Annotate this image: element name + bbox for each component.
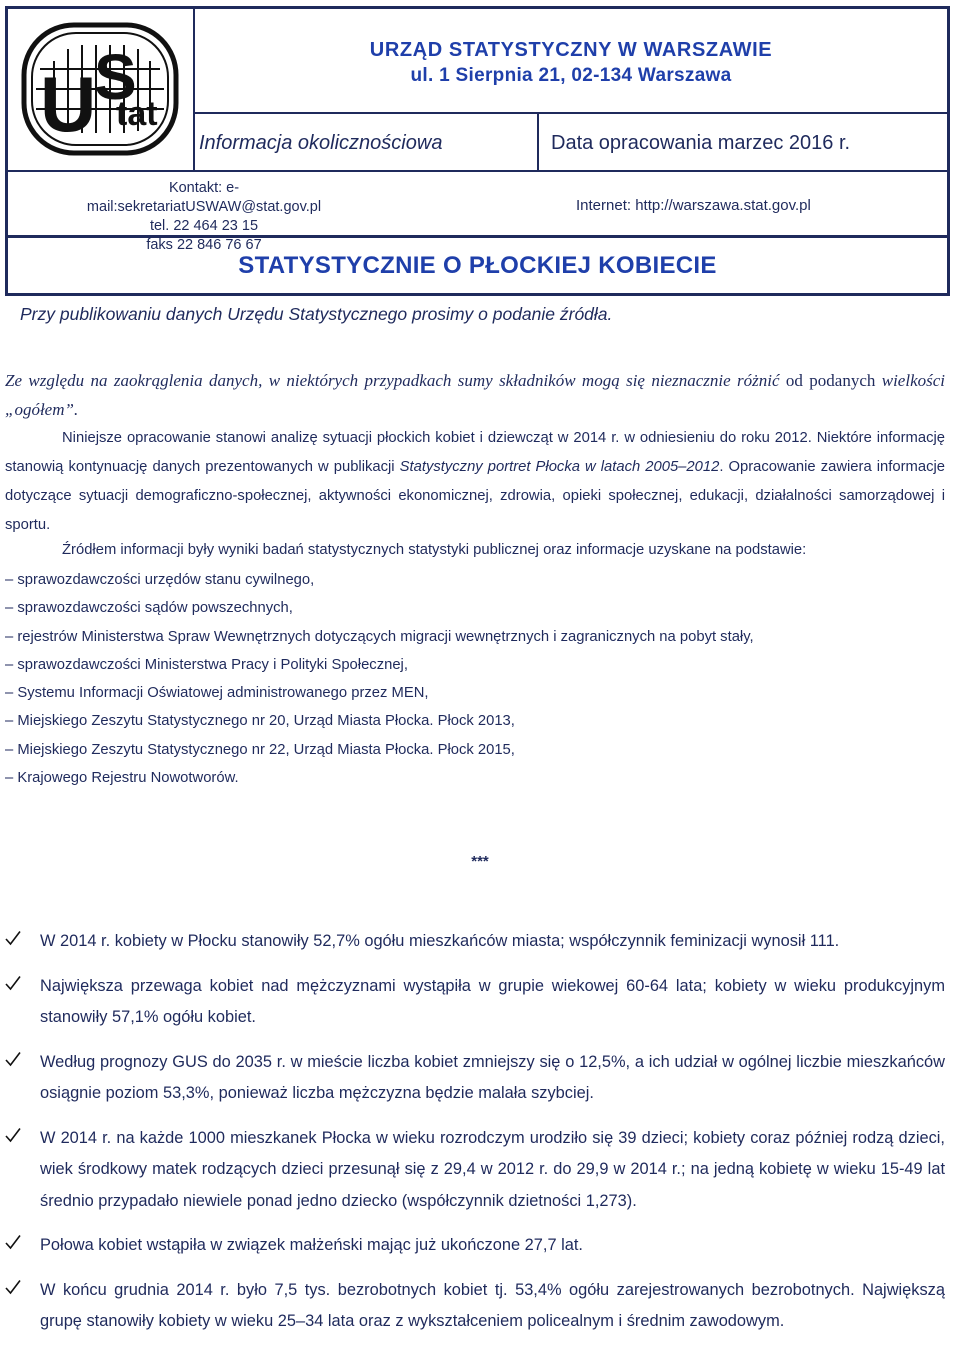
document-header	[5, 6, 950, 253]
highlight-text: Według prognozy GUS do 2035 r. w mieście liczba kobiet zmniejszy się o 12,5%, a ich udział w ogólnej liczbie mieszkańców osiągnie poziom 53,3%, ponieważ liczba mężczyzna będzie malała szybciej.	[40, 1052, 945, 1102]
rounding-note-part3: wielkości „ogółem”.	[5, 371, 946, 419]
intro-paragraph	[5, 424, 945, 540]
list-item: – Miejskiego Zeszytu Statystycznego nr 20, Urząd Miasta Płocka. Płock 2013,	[5, 713, 515, 730]
highlight-text: W 2014 r. kobiety w Płocku stanowiły 52,7% ogółu mieszkańców miasta; współczynnik feminizacji wynosił 111.	[40, 932, 840, 950]
list-item: – Systemu Informacji Oświatowej administrowanego przez MEN,	[5, 685, 429, 702]
highlight-text: Połowa kobiet wstąpiła w związek małżeński mając już ukończone 27,7 lat.	[40, 1236, 583, 1254]
checkmark-icon	[5, 1051, 21, 1067]
contact-phone: tel. 22 464 23 15	[149, 218, 259, 234]
checkmark-icon	[5, 930, 21, 946]
highlight-item	[5, 926, 945, 958]
svg-text:S: S	[94, 41, 137, 113]
intro-part2: . Opracowanie zawiera informacje dotyczące sytuacji demograficzno-społecznej, aktywności ekonomicznej, zdrowia, opieki społecznej, edukacji, działalności samorządowej i sportu.	[5, 459, 945, 533]
list-item: – Miejskiego Zeszytu Statystycznego nr 22, Urząd Miasta Płocka. Płock 2015,	[5, 741, 515, 758]
highlight-text: W 2014 r. na każde 1000 mieszkanek Płocka w wieku rozrodczym urodziło się 39 dzieci; kobiety coraz później rodzą dzieci, wiek środkowy matek rodzących dzieci przesunął się z 29,4 w 2012 r. do 29,9 w 2014 r.; na jedną kobietę w wieku 15-49 lat średnio przypadało niewiele ponad jedno dziecko (współczynnik dzietności 1,273).	[40, 1128, 945, 1210]
highlight-item	[5, 1275, 945, 1338]
logo-cell	[8, 9, 195, 170]
rounding-note-part1: Ze względu na zaokrąglenia danych, w niektórych przypadkach sumy składników mogą się nieznacznie różnić	[5, 371, 780, 390]
intro-publication: Statystyczny portret Płocka w latach 2005–2012	[399, 459, 720, 475]
ustat-logo-icon	[20, 21, 180, 157]
section-separator: ***	[471, 853, 489, 870]
highlights-list	[5, 926, 945, 1338]
list-item: – Krajowego Rejestru Nowotworów.	[5, 770, 239, 787]
contact-email[interactable]: Kontakt: e-mail:sekretariatUSWAW@stat.gov.pl	[86, 180, 322, 215]
publication-date: Data opracowania marzec 2016 r.	[551, 132, 851, 154]
sources-list	[5, 566, 945, 792]
publication-kind-cell	[195, 114, 539, 170]
title-box	[5, 238, 950, 296]
source-note: Przy publikowaniu danych Urzędu Statystycznego prosimy o podanie źródła.	[20, 304, 613, 324]
office-address: ul. 1 Sierpnia 21, 02-134 Warszawa	[410, 65, 732, 86]
highlight-text: W końcu grudnia 2014 r. było 7,5 tys. bezrobotnych kobiet tj. 53,4% ogółu zarejestrowanych bezrobotnych. Największą grupę stanowiły kobiety w wieku 25–34 lata oraz z wykształceniem policealnym i średnim zawodowym.	[40, 1280, 945, 1330]
svg-text:tat: tat	[116, 95, 158, 133]
checkmark-icon	[5, 1234, 21, 1250]
date-cell	[539, 114, 947, 170]
list-item: – sprawozdawczości urzędów stanu cywilnego,	[5, 572, 315, 588]
office-cell	[195, 9, 947, 114]
highlight-item	[5, 971, 945, 1034]
highlight-text: Największa przewaga kobiet nad mężczyznami wystąpiła w grupie wiekowej 60-64 lata; kobiety w wieku produkcyjnym stanowiły 57,1% ogółu kobiet.	[40, 976, 945, 1026]
internet-link[interactable]: Internet: http://warszawa.stat.gov.pl	[576, 197, 811, 214]
svg-text:U: U	[40, 60, 97, 148]
list-item: – rejestrów Ministerstwa Spraw Wewnętrznych dotyczących migracji wewnętrznych i zagranicznych na pobyt stały,	[5, 628, 754, 645]
rounding-note	[5, 366, 945, 424]
highlight-item	[5, 1123, 945, 1218]
sources-intro: Źródłem informacji były wyniki badań statystycznych statystyki publicznej oraz informacje uzyskane na podstawie:	[62, 542, 807, 558]
header-divider	[8, 170, 947, 172]
highlight-item	[5, 1230, 945, 1262]
list-item: – sprawozdawczości sądów powszechnych,	[5, 600, 293, 617]
document-title: STATYSTYCZNIE O PŁOCKIEJ KOBIECIE	[238, 252, 717, 279]
office-name: URZĄD STATYSTYCZNY W WARSZAWIE	[369, 39, 773, 61]
highlight-item	[5, 1047, 945, 1110]
checkmark-icon	[5, 1279, 21, 1295]
publication-kind: Informacja okolicznościowa	[199, 132, 443, 154]
intro-part1: Niniejsze opracowanie stanowi analizę sytuacji płockich kobiet i dziewcząt w 2014 r. w odniesieniu do roku 2012. Niektóre informację stanowią kontynuację danych prezentowanych w publikacji	[5, 430, 945, 475]
contact-fax: faks 22 846 76 67	[146, 237, 262, 253]
checkmark-icon	[5, 975, 21, 991]
list-item: – sprawozdawczości Ministerstwa Pracy i Polityki Społecznej,	[5, 656, 408, 673]
rounding-note-part2: od podanych	[779, 371, 882, 390]
checkmark-icon	[5, 1127, 21, 1143]
